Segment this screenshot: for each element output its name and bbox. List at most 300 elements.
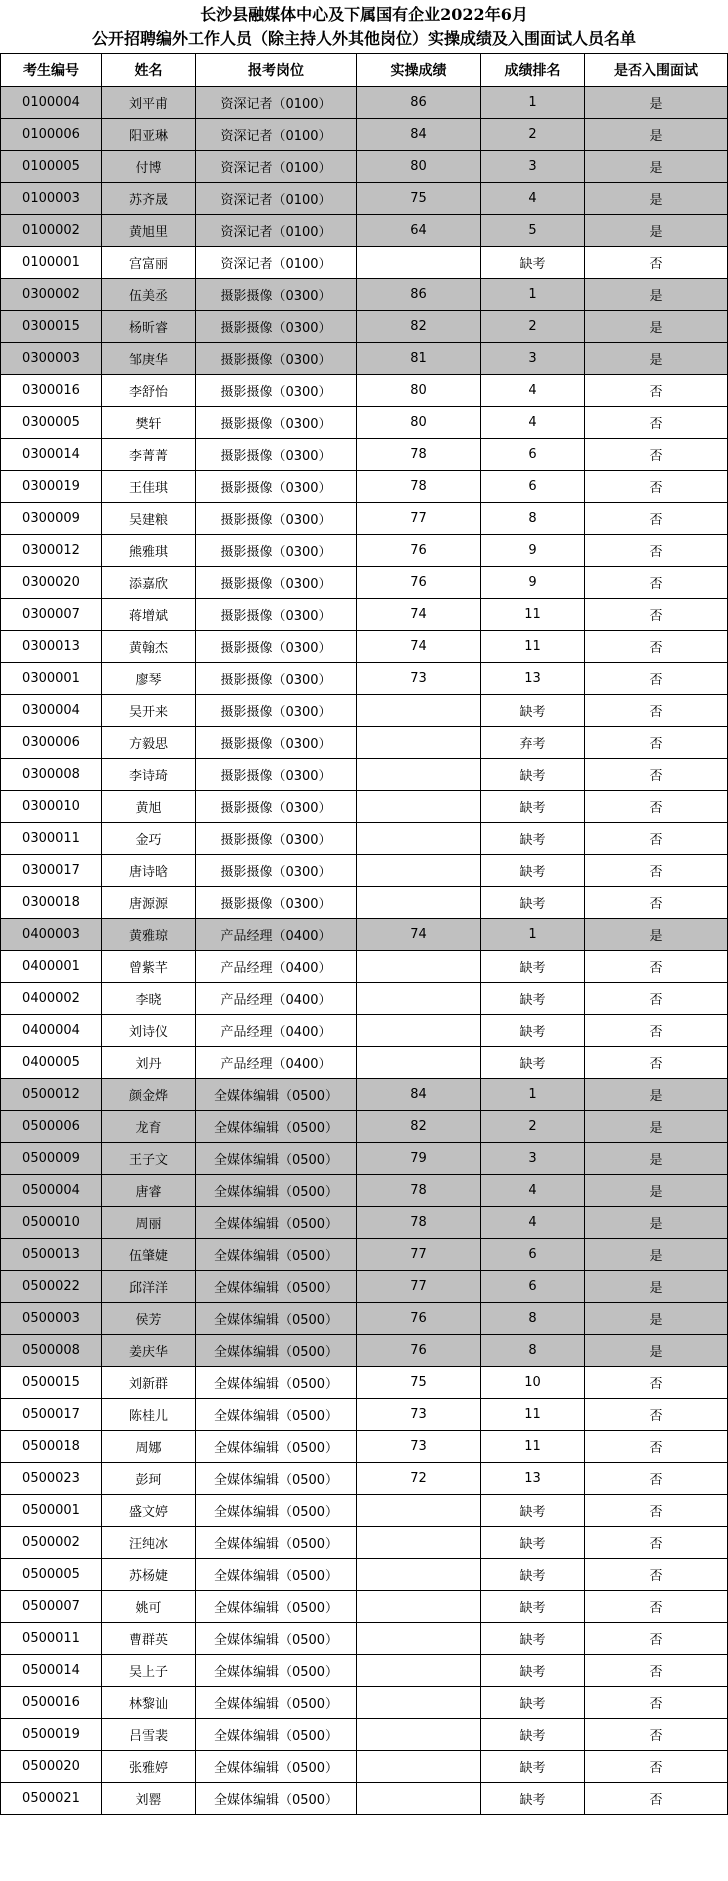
cell-rank: 1 xyxy=(481,279,585,311)
document-title xyxy=(0,0,728,53)
cell-position: 摄影摄像（0300） xyxy=(196,567,357,599)
cell-shortlisted: 否 xyxy=(585,407,728,439)
cell-candidate-id: 0400001 xyxy=(1,951,102,983)
cell-practical-score: 78 xyxy=(357,439,481,471)
cell-rank: 缺考 xyxy=(481,1783,585,1815)
cell-name: 蒋增斌 xyxy=(102,599,196,631)
cell-rank: 缺考 xyxy=(481,1655,585,1687)
cell-position: 摄影摄像（0300） xyxy=(196,311,357,343)
table-row xyxy=(1,983,728,1015)
header-position: 报考岗位 xyxy=(196,54,357,87)
cell-name: 樊轩 xyxy=(102,407,196,439)
cell-name: 龙育 xyxy=(102,1111,196,1143)
cell-shortlisted: 否 xyxy=(585,1623,728,1655)
cell-shortlisted: 否 xyxy=(585,1495,728,1527)
cell-candidate-id: 0500005 xyxy=(1,1559,102,1591)
table-row xyxy=(1,1271,728,1303)
cell-name: 付博 xyxy=(102,151,196,183)
cell-position: 资深记者（0100） xyxy=(196,247,357,279)
cell-rank: 13 xyxy=(481,1463,585,1495)
cell-position: 全媒体编辑（0500） xyxy=(196,1591,357,1623)
table-row xyxy=(1,1751,728,1783)
cell-rank: 缺考 xyxy=(481,1495,585,1527)
cell-rank: 1 xyxy=(481,87,585,119)
cell-practical-score: 72 xyxy=(357,1463,481,1495)
cell-practical-score: 81 xyxy=(357,343,481,375)
cell-name: 周丽 xyxy=(102,1207,196,1239)
cell-rank: 弃考 xyxy=(481,727,585,759)
cell-position: 摄影摄像（0300） xyxy=(196,727,357,759)
cell-position: 资深记者（0100） xyxy=(196,119,357,151)
cell-position: 全媒体编辑（0500） xyxy=(196,1431,357,1463)
cell-shortlisted: 否 xyxy=(585,1015,728,1047)
cell-practical-score: 77 xyxy=(357,1271,481,1303)
cell-practical-score xyxy=(357,1495,481,1527)
cell-shortlisted: 否 xyxy=(585,695,728,727)
cell-shortlisted: 否 xyxy=(585,599,728,631)
cell-rank: 缺考 xyxy=(481,887,585,919)
cell-practical-score xyxy=(357,1655,481,1687)
cell-practical-score xyxy=(357,1559,481,1591)
cell-shortlisted: 是 xyxy=(585,1111,728,1143)
table-row xyxy=(1,1495,728,1527)
cell-name: 吴上子 xyxy=(102,1655,196,1687)
table-row xyxy=(1,1463,728,1495)
cell-position: 摄影摄像（0300） xyxy=(196,759,357,791)
cell-name: 唐诗晗 xyxy=(102,855,196,887)
cell-candidate-id: 0500014 xyxy=(1,1655,102,1687)
cell-rank: 3 xyxy=(481,1143,585,1175)
cell-rank: 2 xyxy=(481,1111,585,1143)
header-shortlisted: 是否入围面试 xyxy=(585,54,728,87)
cell-shortlisted: 否 xyxy=(585,1527,728,1559)
cell-shortlisted: 是 xyxy=(585,151,728,183)
table-row xyxy=(1,439,728,471)
cell-candidate-id: 0500001 xyxy=(1,1495,102,1527)
table-row xyxy=(1,727,728,759)
cell-shortlisted: 否 xyxy=(585,663,728,695)
cell-position: 全媒体编辑（0500） xyxy=(196,1207,357,1239)
cell-candidate-id: 0300006 xyxy=(1,727,102,759)
cell-rank: 2 xyxy=(481,311,585,343)
cell-name: 唐睿 xyxy=(102,1175,196,1207)
header-row xyxy=(1,54,728,87)
cell-position: 摄影摄像（0300） xyxy=(196,663,357,695)
cell-candidate-id: 0300018 xyxy=(1,887,102,919)
cell-name: 姜庆华 xyxy=(102,1335,196,1367)
cell-shortlisted: 否 xyxy=(585,951,728,983)
cell-candidate-id: 0500004 xyxy=(1,1175,102,1207)
cell-name: 姚可 xyxy=(102,1591,196,1623)
cell-position: 全媒体编辑（0500） xyxy=(196,1687,357,1719)
table-row xyxy=(1,1207,728,1239)
cell-position: 全媒体编辑（0500） xyxy=(196,1143,357,1175)
cell-practical-score: 82 xyxy=(357,311,481,343)
cell-name: 李诗琦 xyxy=(102,759,196,791)
cell-candidate-id: 0500016 xyxy=(1,1687,102,1719)
cell-shortlisted: 否 xyxy=(585,503,728,535)
table-row xyxy=(1,1591,728,1623)
table-row xyxy=(1,343,728,375)
table-row xyxy=(1,1399,728,1431)
cell-name: 黄旭里 xyxy=(102,215,196,247)
cell-rank: 6 xyxy=(481,439,585,471)
cell-shortlisted: 是 xyxy=(585,1079,728,1111)
cell-candidate-id: 0300011 xyxy=(1,823,102,855)
cell-position: 摄影摄像（0300） xyxy=(196,887,357,919)
cell-practical-score xyxy=(357,759,481,791)
cell-shortlisted: 否 xyxy=(585,1783,728,1815)
table-row xyxy=(1,503,728,535)
cell-practical-score: 77 xyxy=(357,1239,481,1271)
cell-candidate-id: 0500002 xyxy=(1,1527,102,1559)
cell-rank: 8 xyxy=(481,503,585,535)
cell-position: 全媒体编辑（0500） xyxy=(196,1079,357,1111)
cell-name: 李菁菁 xyxy=(102,439,196,471)
cell-rank: 6 xyxy=(481,471,585,503)
cell-rank: 缺考 xyxy=(481,823,585,855)
cell-position: 摄影摄像（0300） xyxy=(196,375,357,407)
table-row xyxy=(1,791,728,823)
cell-name: 刘新群 xyxy=(102,1367,196,1399)
cell-practical-score xyxy=(357,1783,481,1815)
cell-practical-score: 77 xyxy=(357,503,481,535)
cell-practical-score xyxy=(357,1591,481,1623)
cell-rank: 缺考 xyxy=(481,1559,585,1591)
cell-practical-score xyxy=(357,951,481,983)
cell-rank: 缺考 xyxy=(481,247,585,279)
cell-practical-score xyxy=(357,1687,481,1719)
cell-practical-score: 75 xyxy=(357,1367,481,1399)
cell-shortlisted: 否 xyxy=(585,1719,728,1751)
cell-rank: 4 xyxy=(481,375,585,407)
cell-practical-score: 79 xyxy=(357,1143,481,1175)
cell-practical-score xyxy=(357,1751,481,1783)
cell-position: 全媒体编辑（0500） xyxy=(196,1623,357,1655)
cell-practical-score: 74 xyxy=(357,919,481,951)
cell-candidate-id: 0500009 xyxy=(1,1143,102,1175)
cell-candidate-id: 0300019 xyxy=(1,471,102,503)
cell-position: 全媒体编辑（0500） xyxy=(196,1239,357,1271)
table-row xyxy=(1,183,728,215)
cell-rank: 缺考 xyxy=(481,1527,585,1559)
table-row xyxy=(1,695,728,727)
cell-name: 邱洋洋 xyxy=(102,1271,196,1303)
cell-candidate-id: 0300007 xyxy=(1,599,102,631)
cell-rank: 2 xyxy=(481,119,585,151)
cell-name: 张雅婷 xyxy=(102,1751,196,1783)
cell-shortlisted: 是 xyxy=(585,215,728,247)
cell-candidate-id: 0500018 xyxy=(1,1431,102,1463)
cell-rank: 缺考 xyxy=(481,1015,585,1047)
table-row xyxy=(1,1175,728,1207)
cell-name: 刘平甫 xyxy=(102,87,196,119)
cell-name: 杨昕睿 xyxy=(102,311,196,343)
cell-practical-score xyxy=(357,247,481,279)
cell-shortlisted: 否 xyxy=(585,471,728,503)
cell-candidate-id: 0500023 xyxy=(1,1463,102,1495)
table-row xyxy=(1,151,728,183)
cell-name: 王佳琪 xyxy=(102,471,196,503)
table-row xyxy=(1,1719,728,1751)
header-name: 姓名 xyxy=(102,54,196,87)
cell-position: 资深记者（0100） xyxy=(196,215,357,247)
cell-candidate-id: 0300012 xyxy=(1,535,102,567)
cell-name: 吴开来 xyxy=(102,695,196,727)
cell-practical-score xyxy=(357,887,481,919)
cell-position: 全媒体编辑（0500） xyxy=(196,1111,357,1143)
header-rank: 成绩排名 xyxy=(481,54,585,87)
cell-position: 全媒体编辑（0500） xyxy=(196,1303,357,1335)
cell-shortlisted: 是 xyxy=(585,311,728,343)
cell-rank: 缺考 xyxy=(481,1719,585,1751)
table-row xyxy=(1,87,728,119)
cell-name: 颜金烨 xyxy=(102,1079,196,1111)
table-row xyxy=(1,631,728,663)
cell-rank: 9 xyxy=(481,535,585,567)
cell-rank: 11 xyxy=(481,1399,585,1431)
cell-rank: 8 xyxy=(481,1303,585,1335)
cell-candidate-id: 0500013 xyxy=(1,1239,102,1271)
cell-practical-score: 76 xyxy=(357,535,481,567)
cell-candidate-id: 0100003 xyxy=(1,183,102,215)
table-row xyxy=(1,1303,728,1335)
cell-position: 摄影摄像（0300） xyxy=(196,439,357,471)
cell-name: 彭珂 xyxy=(102,1463,196,1495)
table-row xyxy=(1,1655,728,1687)
cell-practical-score xyxy=(357,1527,481,1559)
cell-name: 伍肇婕 xyxy=(102,1239,196,1271)
cell-candidate-id: 0300002 xyxy=(1,279,102,311)
cell-position: 全媒体编辑（0500） xyxy=(196,1495,357,1527)
cell-rank: 4 xyxy=(481,407,585,439)
cell-candidate-id: 0300013 xyxy=(1,631,102,663)
cell-practical-score: 80 xyxy=(357,407,481,439)
cell-candidate-id: 0300010 xyxy=(1,791,102,823)
cell-practical-score: 75 xyxy=(357,183,481,215)
cell-rank: 11 xyxy=(481,599,585,631)
cell-practical-score: 73 xyxy=(357,663,481,695)
cell-shortlisted: 是 xyxy=(585,1271,728,1303)
table-row xyxy=(1,887,728,919)
cell-candidate-id: 0400003 xyxy=(1,919,102,951)
cell-candidate-id: 0100004 xyxy=(1,87,102,119)
table-row xyxy=(1,1143,728,1175)
cell-name: 林黎讪 xyxy=(102,1687,196,1719)
cell-candidate-id: 0100001 xyxy=(1,247,102,279)
cell-shortlisted: 否 xyxy=(585,1655,728,1687)
title-line-2: 公开招聘编外工作人员（除主持人外其他岗位）实操成绩及入围面试人员名单 xyxy=(91,29,636,48)
cell-shortlisted: 否 xyxy=(585,1591,728,1623)
cell-name: 唐源源 xyxy=(102,887,196,919)
cell-rank: 1 xyxy=(481,1079,585,1111)
cell-candidate-id: 0100002 xyxy=(1,215,102,247)
cell-name: 李晓 xyxy=(102,983,196,1015)
table-row xyxy=(1,823,728,855)
table-row xyxy=(1,1367,728,1399)
cell-candidate-id: 0300015 xyxy=(1,311,102,343)
table-row xyxy=(1,1623,728,1655)
cell-practical-score: 78 xyxy=(357,1207,481,1239)
cell-shortlisted: 否 xyxy=(585,1463,728,1495)
cell-rank: 4 xyxy=(481,1175,585,1207)
cell-candidate-id: 0500008 xyxy=(1,1335,102,1367)
cell-practical-score: 73 xyxy=(357,1399,481,1431)
table-row xyxy=(1,1079,728,1111)
cell-shortlisted: 否 xyxy=(585,983,728,1015)
cell-name: 熊雅琪 xyxy=(102,535,196,567)
cell-practical-score: 64 xyxy=(357,215,481,247)
cell-practical-score: 76 xyxy=(357,567,481,599)
header-practical-score: 实操成绩 xyxy=(357,54,481,87)
cell-practical-score xyxy=(357,983,481,1015)
cell-name: 苏杨婕 xyxy=(102,1559,196,1591)
cell-practical-score xyxy=(357,855,481,887)
table-row xyxy=(1,1431,728,1463)
cell-practical-score xyxy=(357,1719,481,1751)
cell-name: 曹群英 xyxy=(102,1623,196,1655)
cell-rank: 9 xyxy=(481,567,585,599)
cell-name: 刘罂 xyxy=(102,1783,196,1815)
cell-rank: 缺考 xyxy=(481,1623,585,1655)
cell-name: 李舒怡 xyxy=(102,375,196,407)
cell-candidate-id: 0300008 xyxy=(1,759,102,791)
cell-shortlisted: 是 xyxy=(585,1207,728,1239)
table-body xyxy=(1,87,728,1815)
cell-name: 盛文婷 xyxy=(102,1495,196,1527)
cell-position: 全媒体编辑（0500） xyxy=(196,1527,357,1559)
cell-candidate-id: 0300017 xyxy=(1,855,102,887)
cell-candidate-id: 0300014 xyxy=(1,439,102,471)
cell-candidate-id: 0500022 xyxy=(1,1271,102,1303)
cell-practical-score: 80 xyxy=(357,151,481,183)
table-row xyxy=(1,535,728,567)
cell-name: 黄旭 xyxy=(102,791,196,823)
cell-rank: 缺考 xyxy=(481,759,585,791)
cell-name: 侯芳 xyxy=(102,1303,196,1335)
cell-shortlisted: 否 xyxy=(585,1751,728,1783)
cell-candidate-id: 0400005 xyxy=(1,1047,102,1079)
cell-position: 全媒体编辑（0500） xyxy=(196,1463,357,1495)
cell-position: 资深记者（0100） xyxy=(196,183,357,215)
cell-candidate-id: 0300004 xyxy=(1,695,102,727)
table-row xyxy=(1,663,728,695)
cell-candidate-id: 0500015 xyxy=(1,1367,102,1399)
cell-shortlisted: 是 xyxy=(585,1175,728,1207)
cell-name: 陈桂儿 xyxy=(102,1399,196,1431)
cell-shortlisted: 否 xyxy=(585,1399,728,1431)
title-line-1: 长沙县融媒体中心及下属国有企业2022年6月 xyxy=(200,5,528,24)
cell-shortlisted: 否 xyxy=(585,535,728,567)
cell-practical-score xyxy=(357,791,481,823)
cell-practical-score: 74 xyxy=(357,631,481,663)
cell-name: 曾紫芊 xyxy=(102,951,196,983)
table-row xyxy=(1,1047,728,1079)
cell-shortlisted: 是 xyxy=(585,1239,728,1271)
cell-shortlisted: 否 xyxy=(585,1047,728,1079)
cell-rank: 6 xyxy=(481,1271,585,1303)
cell-position: 全媒体编辑（0500） xyxy=(196,1271,357,1303)
cell-practical-score xyxy=(357,823,481,855)
cell-position: 产品经理（0400） xyxy=(196,919,357,951)
cell-name: 伍美丞 xyxy=(102,279,196,311)
cell-practical-score: 74 xyxy=(357,599,481,631)
cell-shortlisted: 否 xyxy=(585,791,728,823)
cell-position: 全媒体编辑（0500） xyxy=(196,1335,357,1367)
cell-candidate-id: 0500020 xyxy=(1,1751,102,1783)
table-row xyxy=(1,1015,728,1047)
cell-practical-score xyxy=(357,727,481,759)
table-row xyxy=(1,855,728,887)
cell-rank: 5 xyxy=(481,215,585,247)
cell-practical-score: 86 xyxy=(357,87,481,119)
cell-candidate-id: 0100006 xyxy=(1,119,102,151)
cell-shortlisted: 是 xyxy=(585,1335,728,1367)
cell-position: 摄影摄像（0300） xyxy=(196,279,357,311)
table-row xyxy=(1,311,728,343)
cell-rank: 缺考 xyxy=(481,791,585,823)
cell-candidate-id: 0500021 xyxy=(1,1783,102,1815)
table-row xyxy=(1,919,728,951)
cell-shortlisted: 否 xyxy=(585,375,728,407)
cell-shortlisted: 否 xyxy=(585,439,728,471)
cell-name: 方毅思 xyxy=(102,727,196,759)
cell-position: 全媒体编辑（0500） xyxy=(196,1559,357,1591)
cell-name: 汪纯冰 xyxy=(102,1527,196,1559)
cell-rank: 10 xyxy=(481,1367,585,1399)
table-row xyxy=(1,567,728,599)
cell-position: 摄影摄像（0300） xyxy=(196,471,357,503)
cell-candidate-id: 0500011 xyxy=(1,1623,102,1655)
cell-position: 摄影摄像（0300） xyxy=(196,407,357,439)
cell-practical-score: 82 xyxy=(357,1111,481,1143)
table-row xyxy=(1,279,728,311)
cell-shortlisted: 是 xyxy=(585,87,728,119)
cell-position: 产品经理（0400） xyxy=(196,983,357,1015)
cell-practical-score xyxy=(357,1047,481,1079)
table-row xyxy=(1,759,728,791)
cell-practical-score xyxy=(357,695,481,727)
cell-name: 黄雅琼 xyxy=(102,919,196,951)
cell-position: 全媒体编辑（0500） xyxy=(196,1719,357,1751)
table-row xyxy=(1,407,728,439)
cell-candidate-id: 0500019 xyxy=(1,1719,102,1751)
cell-candidate-id: 0500006 xyxy=(1,1111,102,1143)
table-row xyxy=(1,119,728,151)
cell-candidate-id: 0500012 xyxy=(1,1079,102,1111)
cell-rank: 8 xyxy=(481,1335,585,1367)
cell-candidate-id: 0400004 xyxy=(1,1015,102,1047)
cell-practical-score: 80 xyxy=(357,375,481,407)
cell-position: 摄影摄像（0300） xyxy=(196,503,357,535)
cell-position: 摄影摄像（0300） xyxy=(196,599,357,631)
cell-rank: 缺考 xyxy=(481,951,585,983)
cell-shortlisted: 否 xyxy=(585,759,728,791)
cell-name: 周娜 xyxy=(102,1431,196,1463)
cell-rank: 1 xyxy=(481,919,585,951)
cell-name: 添嘉欣 xyxy=(102,567,196,599)
table-row xyxy=(1,951,728,983)
cell-position: 产品经理（0400） xyxy=(196,951,357,983)
cell-name: 刘诗仪 xyxy=(102,1015,196,1047)
cell-practical-score: 76 xyxy=(357,1335,481,1367)
header-candidate-id: 考生编号 xyxy=(1,54,102,87)
cell-shortlisted: 否 xyxy=(585,1431,728,1463)
cell-rank: 缺考 xyxy=(481,983,585,1015)
cell-rank: 11 xyxy=(481,1431,585,1463)
cell-candidate-id: 0300009 xyxy=(1,503,102,535)
cell-position: 摄影摄像（0300） xyxy=(196,535,357,567)
